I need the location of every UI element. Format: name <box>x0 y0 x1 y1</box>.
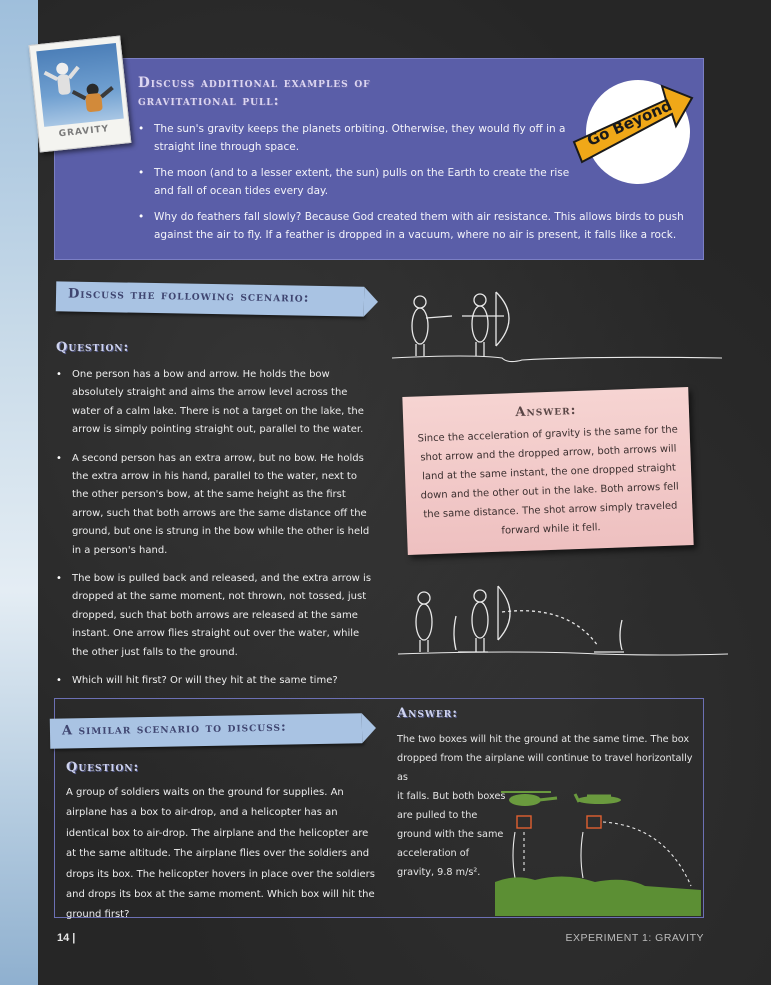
similar-question-text: A group of soldiers waits on the ground for supplies. An airplane has a box to air-drop, and a helicopter has an identical box to air-drop. The airplane and the helicopter are at the same altitude. The airplane flies over the soldiers and drops its box. The helicopter hovers in place over the soldiers and drops its box at the same moment. Which box will hit the ground first? <box>66 787 375 921</box>
similar-answer-text-column: it falls. But both boxes are pulled to the ground with the same acceleration of gravity, 9.8 m/s². <box>397 791 506 878</box>
airplane-icon <box>575 794 621 804</box>
scenario-banner <box>56 281 364 316</box>
supply-box-icon <box>517 816 601 828</box>
list-item: • The moon (and to a lesser extent, the sun) pulls on the Earth to create the rise and fall of ocean tides every day. <box>138 164 578 200</box>
section-title: EXPERIMENT 1: GRAVITY <box>565 932 704 944</box>
archer-sketch-top <box>392 288 732 368</box>
list-item: • One person has a bow and arrow. He holds the bow absolutely straight and aims the arrow level across the water of a calm lake. There is not a target on the lake, the arrow is simply pointing straight out, parallel to the water. <box>56 366 376 440</box>
go-beyond-badge <box>568 70 698 188</box>
gravitational-pull-list-wide <box>138 208 698 252</box>
scenario-question-heading: Question: <box>56 340 130 355</box>
scenario-answer-heading: Answer: <box>515 402 577 421</box>
scenario-answer-card <box>402 387 693 555</box>
list-item: • The bow is pulled back and released, and the extra arrow is dropped at the same moment, not thrown, not tossed, just dropped, such that both arrows are released at the same instant. One arrow flies straight out over the water, while the other just falls to the ground. <box>56 570 376 662</box>
skydiver-icon <box>36 43 124 127</box>
page-number: 14 | <box>57 932 76 944</box>
scenario-answer-text: Since the acceleration of gravity is the same for the shot arrow and the dropped arrow, both arrows will land at the same instant, the one dropped straight down and the other out in the lake. Both arrows fell the same distance. The shot arrow simply traveled forward while it fell. <box>417 424 679 537</box>
list-item: • Why do feathers fall slowly? Because God created them with air resistance. This allows birds to push against the air to fly. If a feather is dropped in a vacuum, where no air is present, it falls like a rock. <box>138 208 698 244</box>
skydivers-photo <box>36 43 124 127</box>
gravity-photo-card <box>29 35 132 152</box>
similar-answer-heading: Answer: <box>397 706 459 721</box>
helicopter-icon <box>501 792 557 806</box>
similar-question-heading: Question: <box>66 760 140 775</box>
list-item: • Which will hit first? Or will they hit at the same time? <box>56 672 376 690</box>
go-beyond-label: Go Beyond <box>584 96 675 150</box>
photo-label: GRAVITY <box>58 124 110 140</box>
sky-strip <box>0 0 38 985</box>
soldiers-ground-icon <box>495 876 701 916</box>
scenario-banner-label: Discuss the following scenario: <box>67 286 310 306</box>
gravitational-pull-list <box>138 120 578 208</box>
archer-sketch-bottom <box>398 574 738 664</box>
list-item: • The sun's gravity keeps the planets orbiting. Otherwise, they would fly off in a straight line through space. <box>138 120 578 156</box>
list-item: • A second person has an extra arrow, but no bow. He holds the extra arrow in his hand, parallel to the water, next to the other person's bow, at the same height as the first arrow, such that both arrows are the same distance off the ground, but one is strung in the bow while the other is held in a person's hand. <box>56 450 376 560</box>
similar-scenario-banner <box>50 713 362 748</box>
scenario-question-list <box>56 366 376 701</box>
gravitational-pull-title: Discuss additional examples of gravitational pull: <box>138 75 371 109</box>
similar-scenario-banner-label: A similar scenario to discuss: <box>61 719 287 739</box>
similar-answer-text-top: The two boxes will hit the ground at the same time. The box dropped from the airplane will continue to travel horizontally as <box>397 734 693 783</box>
airdrop-sketch <box>495 786 695 916</box>
